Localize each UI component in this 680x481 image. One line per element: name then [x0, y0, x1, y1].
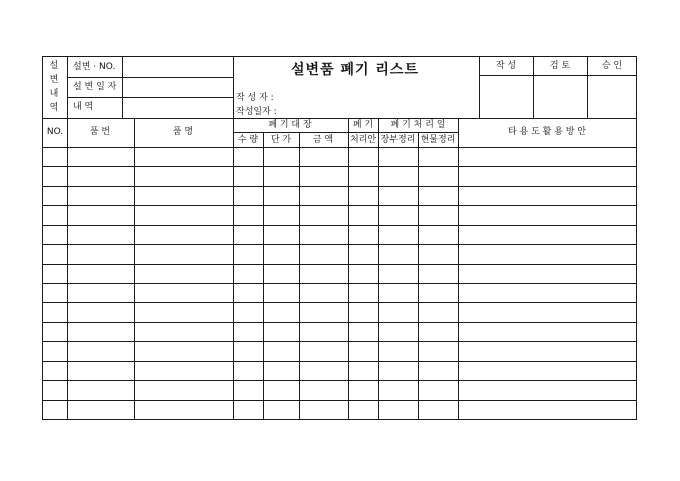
header-divider: [67, 56, 68, 118]
column-header-disposal-ledger: 폐 기 대 장: [268, 120, 312, 130]
written-date-label: 작성일자 :: [236, 107, 277, 117]
column-header-stock-cleanup: 현물정리: [420, 135, 456, 145]
column-divider: [233, 118, 234, 420]
table-row-line: [42, 205, 637, 206]
approval-written-label: 작 성: [495, 61, 517, 71]
column-header-amount: 금 액: [312, 135, 334, 145]
column-header-qty: 수 량: [237, 135, 259, 145]
column-divider: [378, 118, 379, 420]
column-divider: [263, 132, 264, 420]
page-title: 설변품 폐기 리스트: [291, 62, 419, 78]
disposal-list-form: [42, 56, 637, 420]
column-header-part-name: 품 명: [172, 127, 194, 137]
header-divider: [233, 56, 234, 118]
column-header-top: [42, 118, 637, 119]
approval-approved-sign-box[interactable]: [588, 76, 636, 118]
approval-reviewed-sign-box[interactable]: [534, 76, 587, 118]
table-row-line: [42, 322, 637, 323]
column-divider: [134, 118, 135, 420]
side-label-char: 내: [49, 89, 59, 99]
table-row-line: [42, 225, 637, 226]
table-row-line: [42, 264, 637, 265]
column-header-unit-price: 단 가: [270, 135, 292, 145]
column-header-ledger-cleanup: 장부정리: [380, 135, 416, 145]
table-row-line: [42, 166, 637, 167]
change-date-label: 설 변 일 자: [73, 82, 117, 92]
column-divider: [418, 132, 419, 420]
author-label: 작 성 자 :: [236, 93, 274, 103]
change-date-field[interactable]: [123, 78, 233, 97]
column-header-disposal-date: 폐 기 처 리 일: [390, 120, 446, 130]
table-row-line: [42, 341, 637, 342]
table-row-line: [42, 244, 637, 245]
column-header-disposal-plan: 처리안: [349, 135, 377, 145]
approval-written-sign-box[interactable]: [480, 76, 533, 118]
table-row-line: [42, 361, 637, 362]
details-field[interactable]: [123, 98, 233, 118]
column-divider: [458, 118, 459, 420]
side-label-char: 역: [49, 103, 59, 113]
column-header-reuse-plan: 타 용 도 활 용 방 안: [507, 127, 587, 137]
column-header-bottom: [42, 147, 637, 148]
approval-reviewed-label: 검 토: [549, 61, 571, 71]
border-left: [42, 56, 43, 420]
change-no-label: 설변 · NO.: [73, 62, 116, 72]
column-divider: [348, 118, 349, 420]
table-row-line: [42, 302, 637, 303]
table-row-line: [42, 380, 637, 381]
details-label: 내 역: [73, 102, 94, 112]
column-divider: [299, 132, 300, 420]
side-label-char: 설: [49, 61, 59, 71]
column-header-part-no: 품 번: [89, 127, 111, 137]
column-header-mid: [233, 132, 458, 133]
column-header-disposal: 폐 기: [352, 120, 374, 130]
table-row-line: [42, 186, 637, 187]
side-label-char: 변: [49, 75, 59, 85]
table-row-line: [42, 283, 637, 284]
approval-approved-label: 승 인: [601, 61, 623, 71]
change-no-field[interactable]: [123, 57, 233, 77]
column-header-no: NO.: [46, 127, 64, 137]
column-divider: [67, 118, 68, 420]
border-right: [636, 56, 637, 420]
border-bottom: [42, 419, 637, 420]
table-row-line: [42, 400, 637, 401]
